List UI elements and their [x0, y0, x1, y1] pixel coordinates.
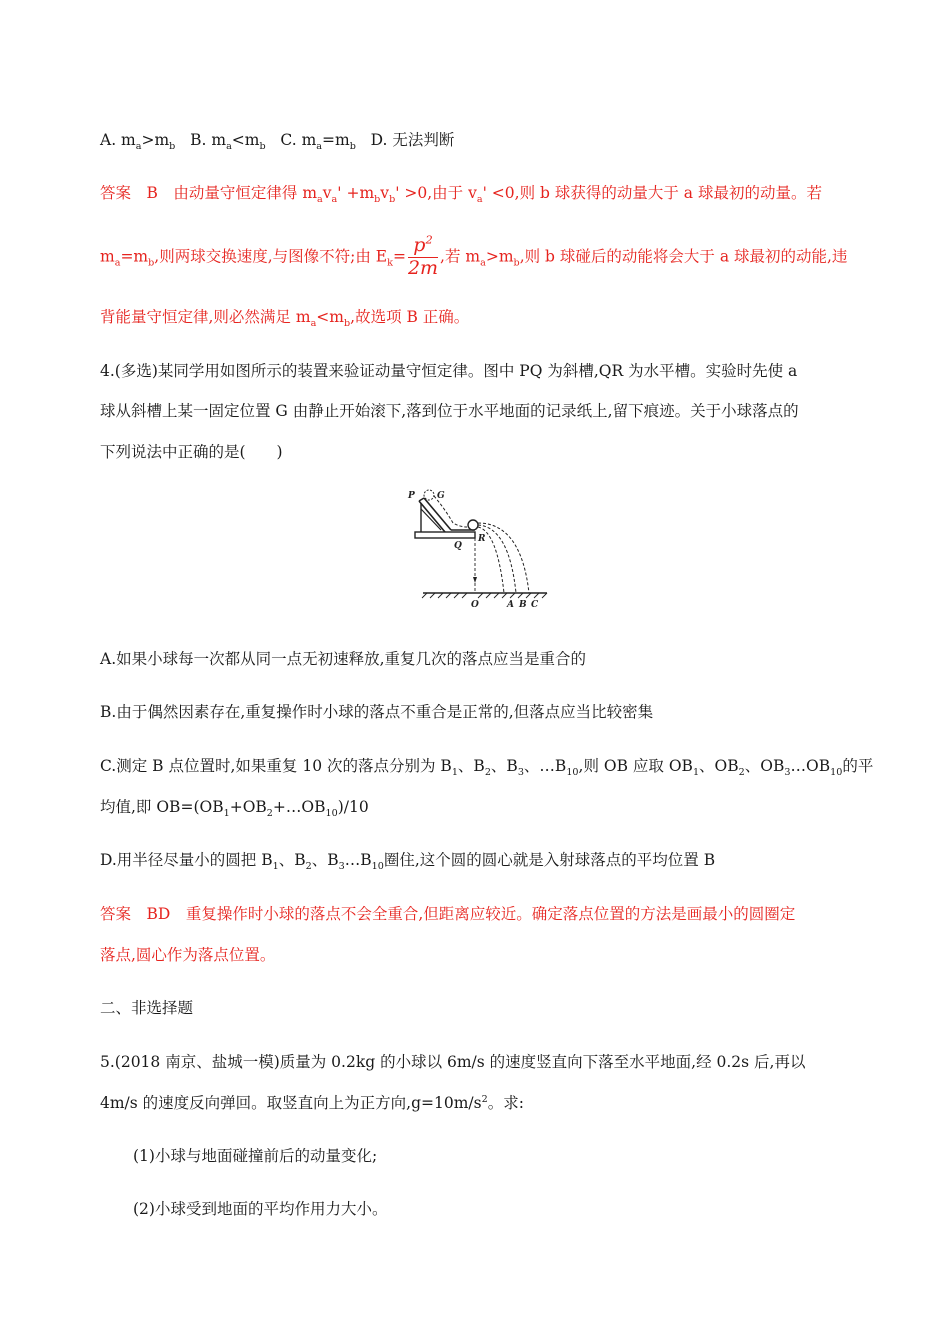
q4-stem-line-1: 4.(多选)某同学用如图所示的装置来验证动量守恒定律。图中 PQ 为斜槽,QR 为水平槽。实验时先使 a — [100, 362, 798, 380]
incline-chute — [419, 498, 451, 532]
label-q: Q — [454, 541, 462, 551]
label-c: C — [531, 600, 539, 610]
experiment-apparatus-diagram — [405, 487, 555, 612]
q4-stem-line-3: 下列说法中正确的是( ) — [100, 443, 283, 461]
q4-answer-line-1: 答案 BD 重复操作时小球的落点不会全重合,但距离应较近。确定落点位置的方法是画最小的圆圈定 — [100, 905, 796, 923]
trajectory-curves — [478, 523, 529, 593]
q4-option-c-line-1: C.测定 B 点位置时,如果重复 10 次的落点分别为 $B_1$、$B_2$、$B_3$、$\dots B_{10}$,则 OB 应取 $OB_1$、$OB_2$、$OB_3\dots OB_{10}$的平 — [100, 757, 874, 779]
ball-start-position — [424, 490, 434, 500]
q3-answer-line-1: 答案 B 由动量守恒定律得 $m_av_a' +m_bv_b' >0$,由于 $v_a' <0$,则 b 球获得的动量大于 a 球最初的动量。若 — [100, 184, 822, 206]
section-heading: 二、非选择题 — [100, 999, 194, 1017]
label-g: G — [437, 491, 445, 501]
q3-answer-line-3: 背能量守恒定律,则必然满足 $m_a<m_b$,故选项 B 正确。 — [100, 308, 470, 330]
q3-answer-line-2: $m_a=m_b$,则两球交换速度,与图像不符;由 $E_k=$ $\frac{p^2}{2m}$ ,若 $m_a>m_b$,则 b 球碰后的动能将会大于 a 球最初的动能,违 — [100, 232, 848, 279]
q4-answer-line-2: 落点,圆心作为落点位置。 — [100, 946, 276, 964]
label-a: A — [507, 600, 514, 610]
q4-stem-line-2: 球从斜槽上某一固定位置 G 由静止开始滚下,落到位于水平地面的记录纸上,留下痕迹。关于小球落点的 — [100, 402, 799, 420]
label-r: R — [478, 534, 486, 544]
q4-option-a: A.如果小球每一次都从同一点无初速释放,重复几次的落点应当是重合的 — [100, 650, 587, 668]
label-p: P — [408, 491, 415, 501]
q5-stem-line-1: 5.(2018 南京、盐城一模)质量为 0.2kg 的小球以 6m/s 的速度竖直向下落至水平地面,经 0.2s 后,再以 — [100, 1053, 806, 1071]
ground-line — [422, 593, 547, 598]
ball-at-r — [468, 520, 478, 530]
q5-stem-line-2: 4m/s 的速度反向弹回。取竖直向上为正方向$,g=10m/s^2$。求: — [100, 1093, 524, 1112]
kinetic-energy-fraction: $\frac{p^2}{2m}$ — [407, 232, 439, 279]
q5-subquestion-1: (1)小球与地面碰撞前后的动量变化; — [133, 1147, 378, 1165]
label-b: B — [519, 600, 527, 610]
q4-option-b: B.由于偶然因素存在,重复操作时小球的落点不重合是正常的,但落点应当比较密集 — [100, 703, 654, 721]
q4-option-d: D.用半径尽量小的圆把 $B_1$、$B_2$、$B_3\dots B_{10}$圈住,这个圆的圆心就是入射球落点的平均位置 B — [100, 851, 716, 873]
q5-subquestion-2: (2)小球受到地面的平均作用力大小。 — [133, 1200, 388, 1218]
q4-option-c-line-2: 均值,即 $OB=(OB_1+OB_2+\dots OB_{10})/10$ — [100, 798, 369, 820]
label-o: O — [471, 600, 479, 610]
q3-options: A. $m_a>m_b$ B. $m_a<m_b$ C. $m_a=m_b$ D. 无法判断 — [100, 131, 455, 153]
